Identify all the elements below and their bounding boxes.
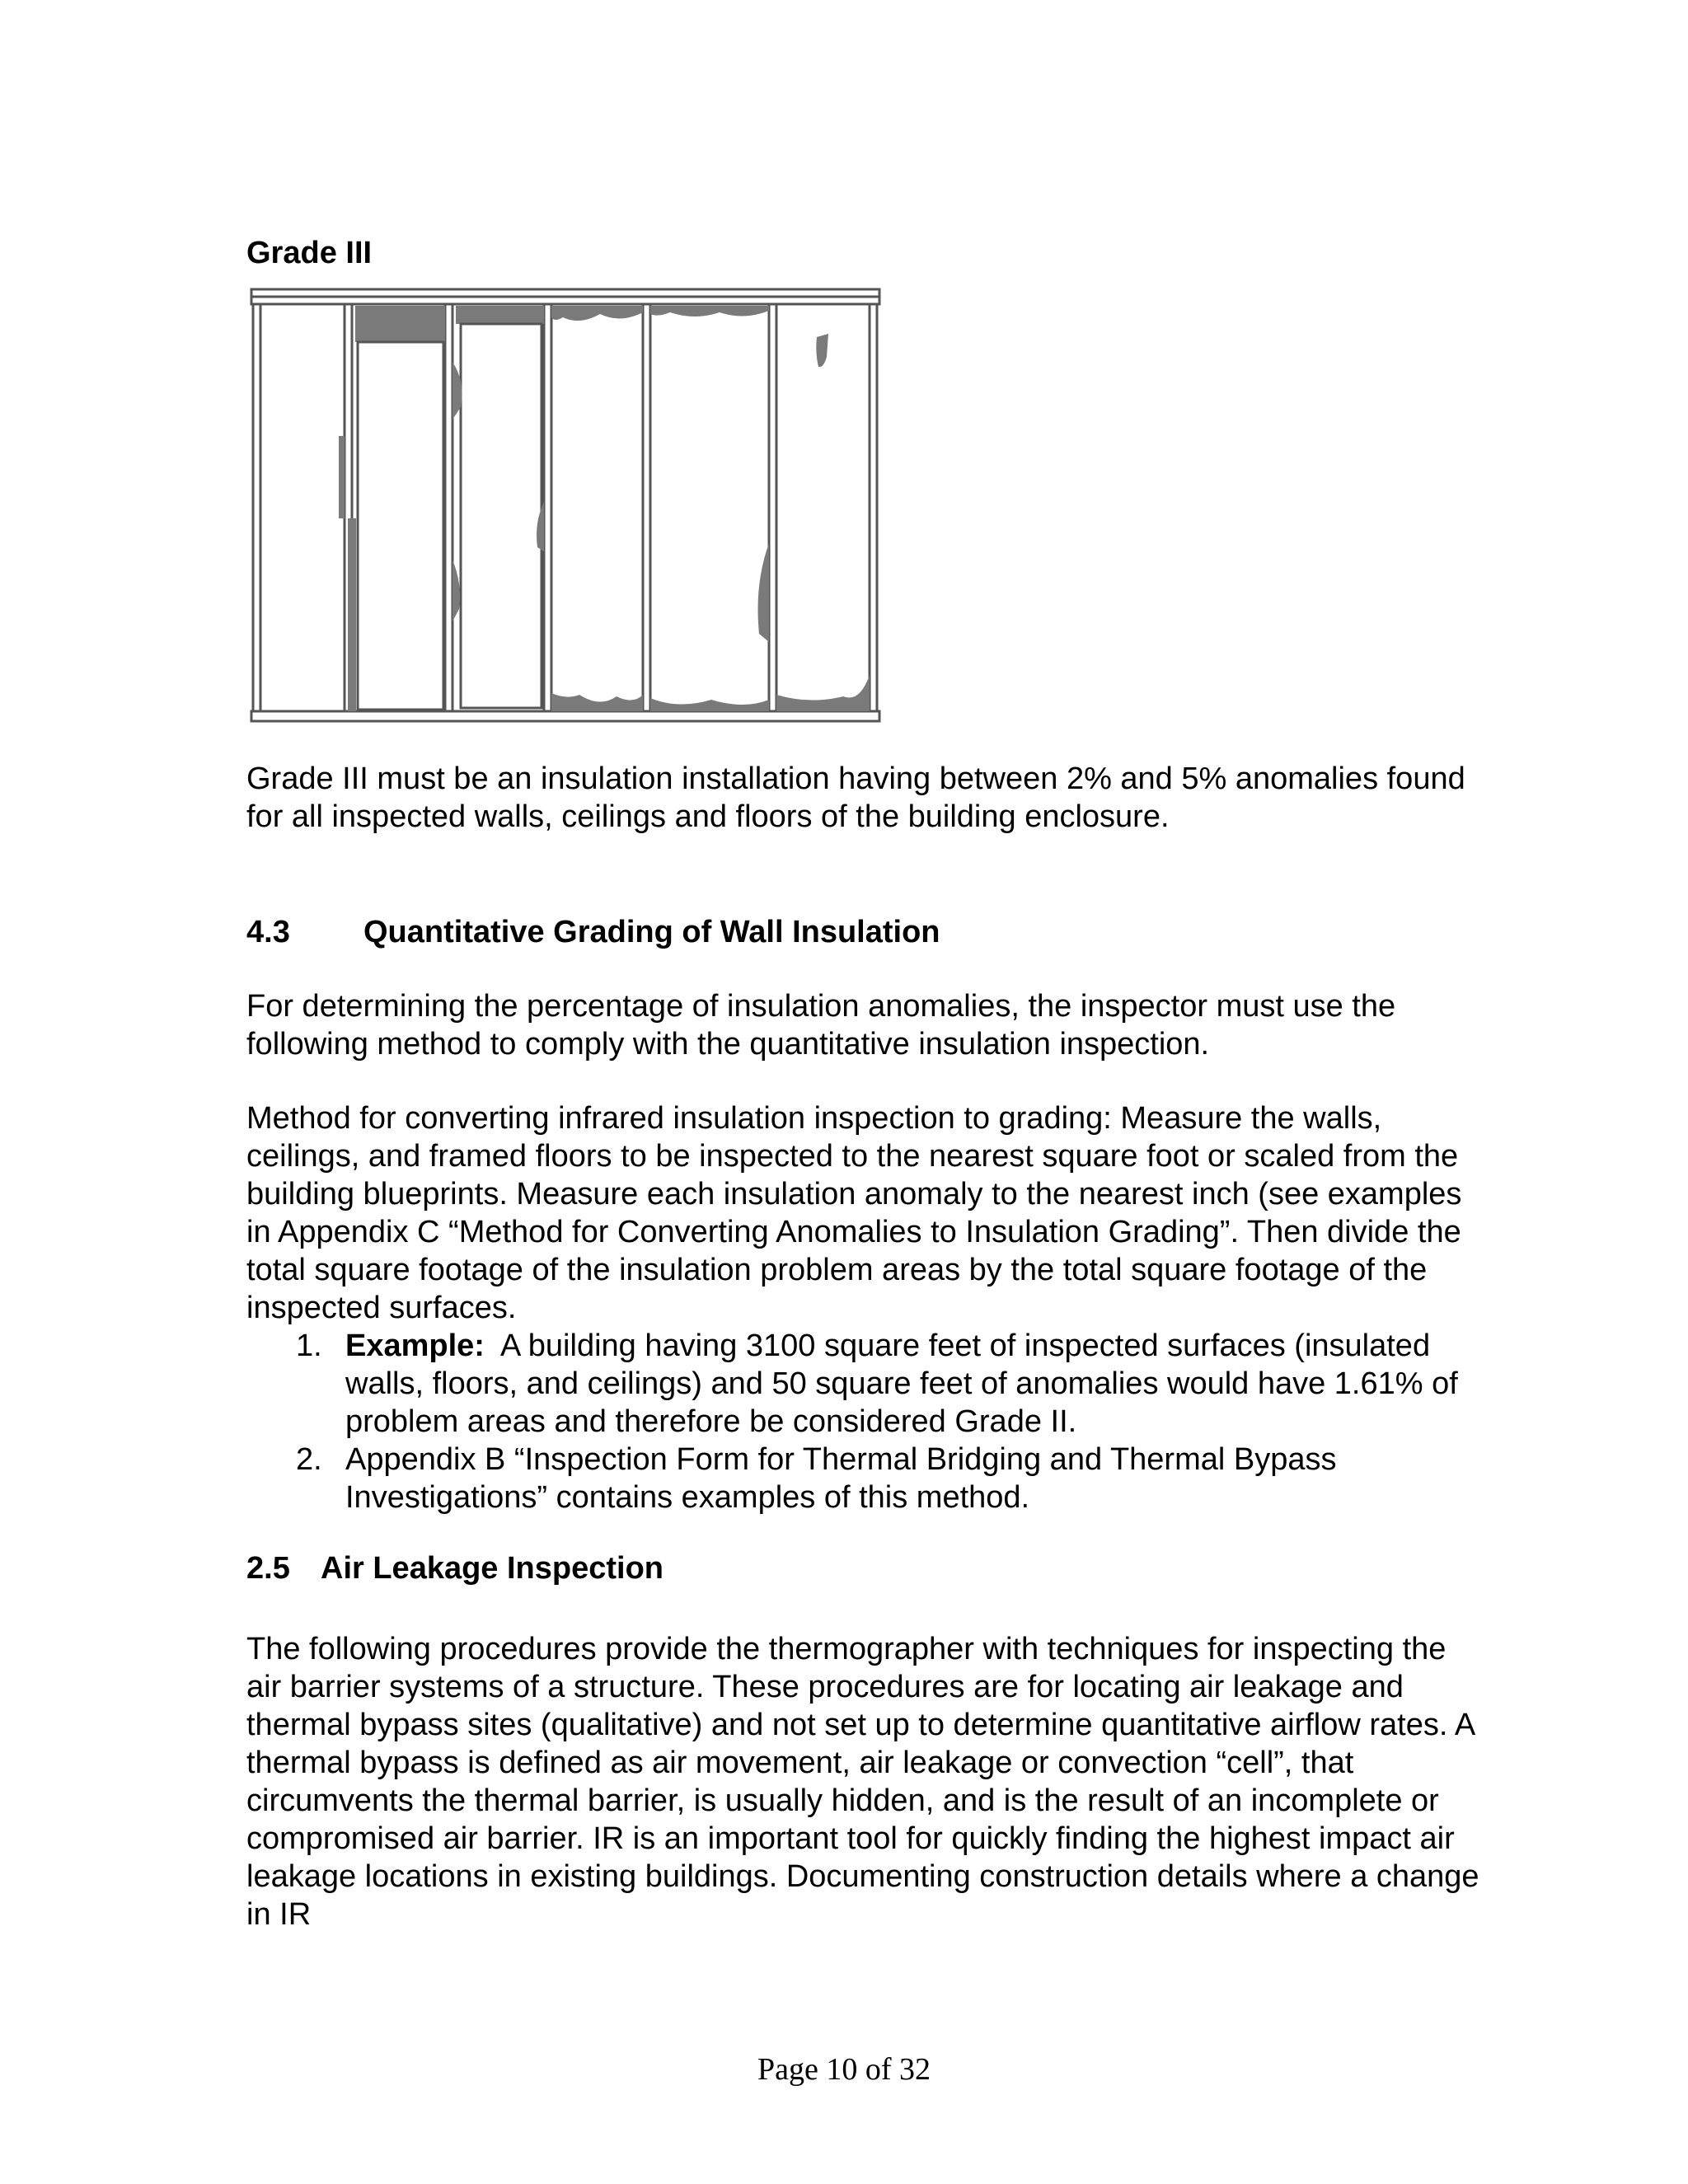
section-heading: [246, 1549, 1483, 1587]
list-number: 1.: [296, 1329, 322, 1363]
insulation-void: [551, 693, 643, 711]
section-title: Air Leakage Inspection: [321, 1551, 664, 1586]
grade-paragraph: Grade III must be an insulation installation having between 2% and 5% anomalies found for all inspected walls, ceilings and floors of the building enclosure.: [246, 762, 1465, 834]
insulation-void: [816, 334, 828, 367]
insulation-void: [650, 698, 769, 711]
bottom-plate: [251, 711, 879, 721]
section-title: Quantitative Grading of Wall Insulation: [363, 915, 940, 949]
section-number: 4.3: [246, 915, 290, 949]
wall-insulation-figure: [250, 288, 883, 729]
insulation-batt: [461, 324, 542, 708]
body-paragraph: The following procedures provide the thermographer with techniques for inspecting the air barrier systems of a structure. These procedures are for locating air leakage and thermal bypass sites (qualitative) and not set up to determine quantitative airflow rates. A thermal bypass is defined as air movement, air leakage or convection “cell”, that circumvents the thermal barrier, is usually hidden, and is the result of an incomplete or compromised air barrier. IR is an important tool for quickly finding the highest impact air leakage locations in existing buildings. Documenting construction details where a change in IR: [246, 1632, 1479, 1932]
list-text: A building having 3100 square feet of inspected surfaces (insulated walls, floors, and ceilings) and 50 square feet of anomalies would have 1.61% of problem areas and therefore be considered Grade II.: [345, 1329, 1467, 1439]
body-paragraph: For determining the percentage of insulation anomalies, the inspector must use the following method to comply with the quantitative insulation inspection.: [246, 989, 1396, 1062]
section-number: 2.5: [246, 1551, 290, 1586]
body-paragraph: Method for converting infrared insulation inspection to grading: Measure the walls, ceilings, and framed floors to be inspected to the nearest square foot or scaled from the building blueprints. Measure each insulation anomaly to the nearest inch (see examples in Appendix C “Method for Converting Anomalies to Insulation Grading”. Then divide the total square footage of the insulation problem areas by the total square footage of the inspected surfaces.: [246, 1101, 1462, 1325]
insulation-void: [355, 306, 445, 342]
stud: [643, 304, 650, 711]
insulation-void: [456, 306, 544, 324]
page-footer: Page 10 of 32: [757, 2052, 931, 2087]
list-text: Appendix B “Inspection Form for Thermal Bridging and Thermal Bypass Investigations” contains examples of this method.: [345, 1442, 1337, 1515]
list-bold-label: Example:: [345, 1329, 485, 1363]
stud: [253, 304, 260, 711]
list-item: [246, 1441, 1483, 1516]
stud: [544, 304, 551, 711]
method-block: [246, 1099, 1483, 1516]
section-heading: [246, 913, 1483, 951]
insulation-void: [452, 560, 460, 621]
insulation-void: [551, 306, 643, 321]
insulation-void: [339, 436, 345, 518]
insulation-batt: [358, 342, 443, 710]
list-number: 2.: [296, 1442, 322, 1477]
insulation-void: [348, 518, 356, 711]
stud: [870, 304, 877, 711]
grade-heading: Grade III: [246, 236, 373, 270]
stud: [769, 304, 776, 711]
stud: [445, 304, 452, 711]
insulation-void: [776, 675, 870, 711]
insulation-void: [758, 543, 770, 642]
insulation-void: [650, 306, 769, 316]
wall-framing-illustration: [250, 288, 883, 729]
list-item: [246, 1327, 1483, 1441]
